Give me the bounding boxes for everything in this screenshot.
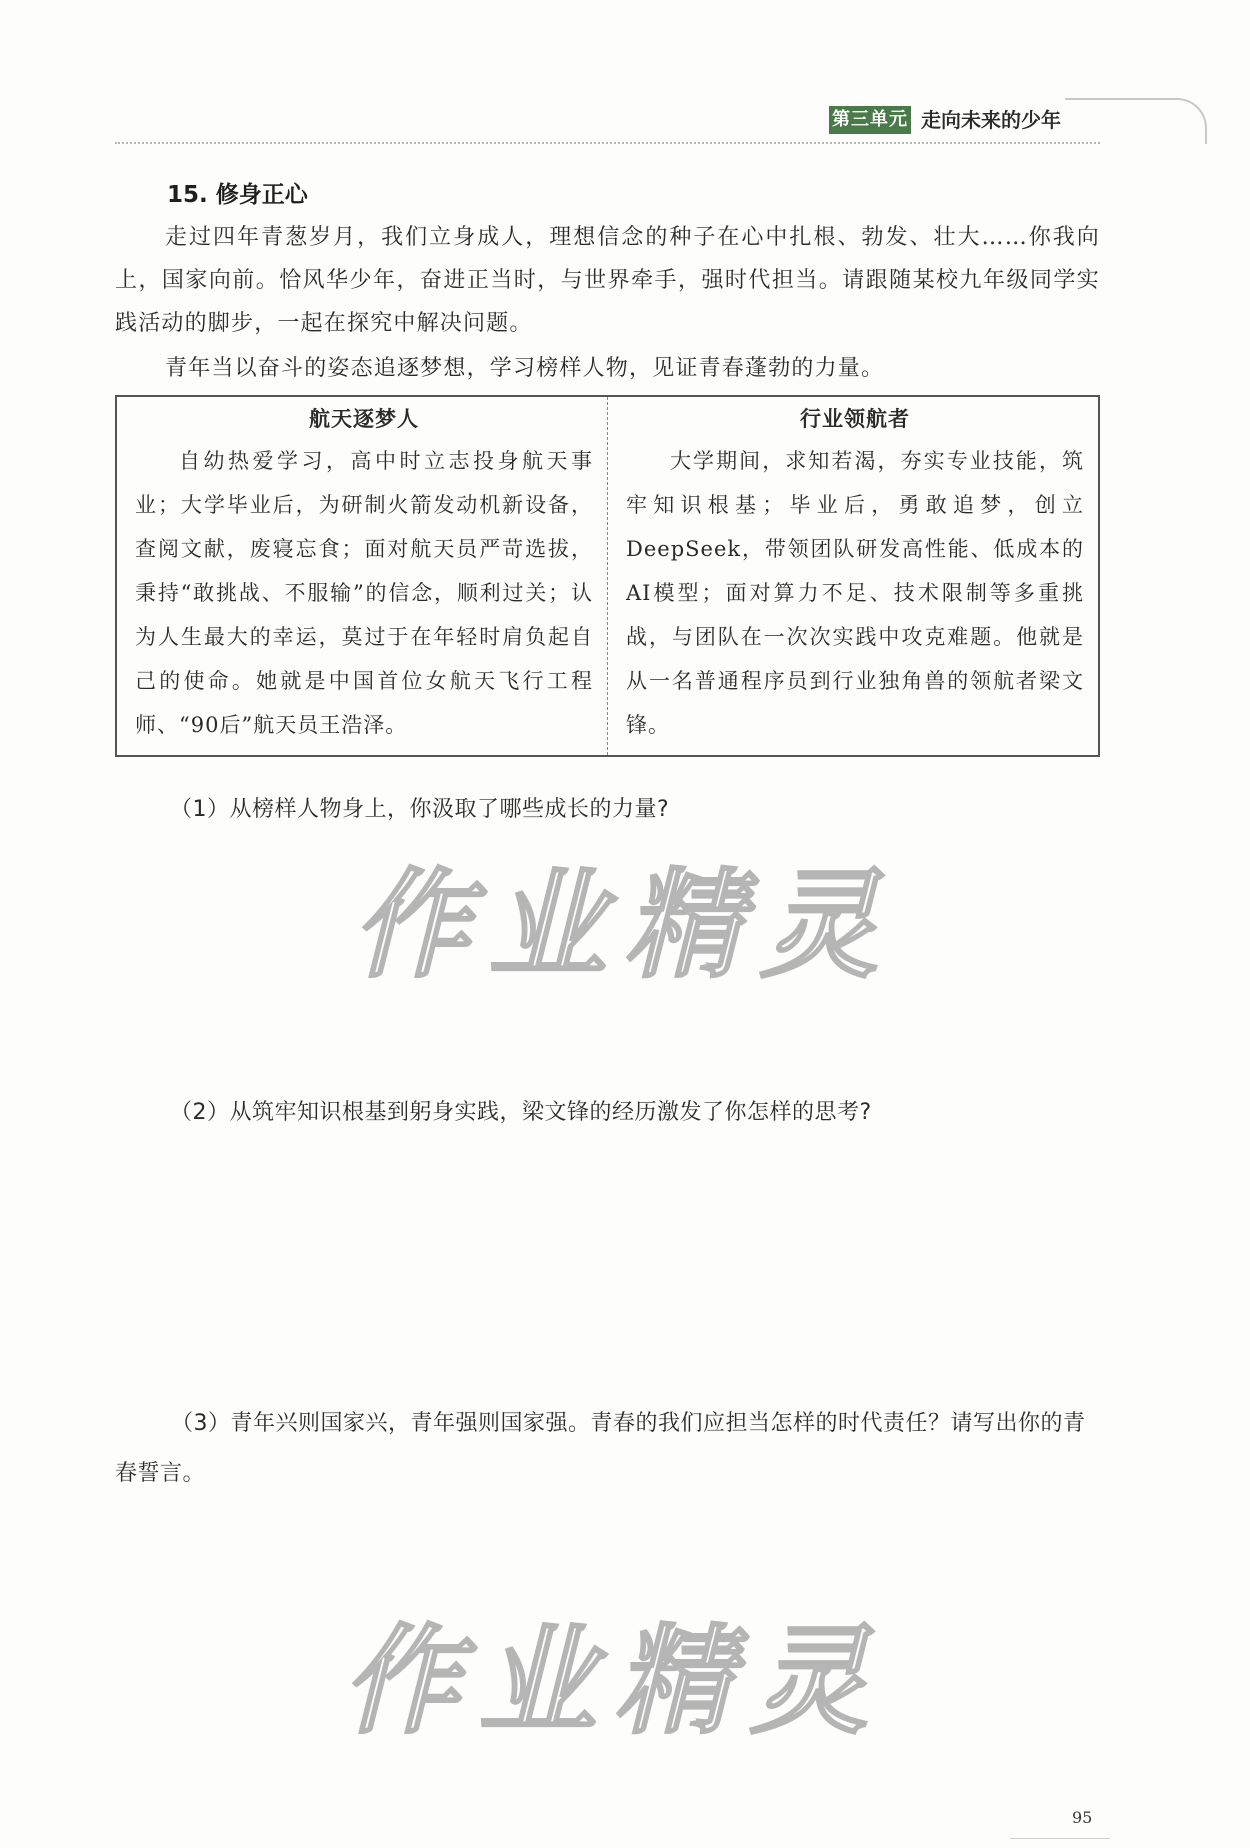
unit-title: 走向未来的少年 <box>921 108 1061 132</box>
header-decoration-curve <box>1065 98 1207 144</box>
unit-badge: 第三单元 <box>829 106 911 134</box>
role-model-text-left: 自幼热爱学习，高中时立志投身航天事业；大学毕业后，为研制火箭发动机新设备，查阅文献，废寝忘食；面对航天员严苛选拔，秉持“敢挑战、不服输”的信念，顺利过关；认为人生最大的幸运，莫过于在年轻时肩负起自己的使命。她就是中国首位女航天飞行工程师、“90后”航天员王浩泽。 <box>135 449 593 737</box>
intro-paragraph: 走过四年青葱岁月，我们立身成人，理想信念的种子在心中扎根、勃发、壮大……你我向上，国家向前。恰风华少年，奋进正当时，与世界牵手，强时代担当。请跟随某校九年级同学实践活动的脚步，一起在探究中解决问题。 <box>115 225 1100 336</box>
question-title: 15. 修身正心 <box>167 182 308 208</box>
watermark-bottom: 作业精灵 <box>335 1612 914 1750</box>
watermark-top: 作业精灵 <box>345 856 924 994</box>
page-number: 95 <box>1072 1808 1093 1827</box>
role-model-cell-right <box>608 396 1100 756</box>
sub-question-2: （2）从筑牢知识根基到躬身实践，梁文锋的经历激发了你怎样的思考? <box>170 1100 872 1125</box>
role-model-text-right: 大学期间，求知若渴，夯实专业技能，筑牢知识根基；毕业后，勇敢追梦，创立DeepSeek，带领团队研发高性能、低成本的AI模型；面对算力不足、技术限制等多重挑战，与团队在一次次实践中攻克难题。他就是从一名普通程序员到行业独角兽的领航者梁文锋。 <box>626 449 1084 737</box>
lead-sentence: 青年当以奋斗的姿态追逐梦想，学习榜样人物，见证青春蓬勃的力量。 <box>165 356 885 381</box>
sub-question-1: （1）从榜样人物身上，你汲取了哪些成长的力量? <box>170 797 670 822</box>
role-model-heading-left: 航天逐梦人 <box>309 407 419 431</box>
role-model-table <box>115 395 1100 757</box>
header-divider <box>115 142 1100 144</box>
page-header <box>115 98 1100 146</box>
sub-question-3: （3）青年兴则国家兴，青年强则国家强。青春的我们应担当怎样的时代责任？请写出你的青春誓言。 <box>115 1411 1086 1486</box>
footer-rule <box>1010 1838 1110 1839</box>
role-model-cell-left <box>116 396 608 756</box>
role-model-heading-right: 行业领航者 <box>800 407 910 431</box>
